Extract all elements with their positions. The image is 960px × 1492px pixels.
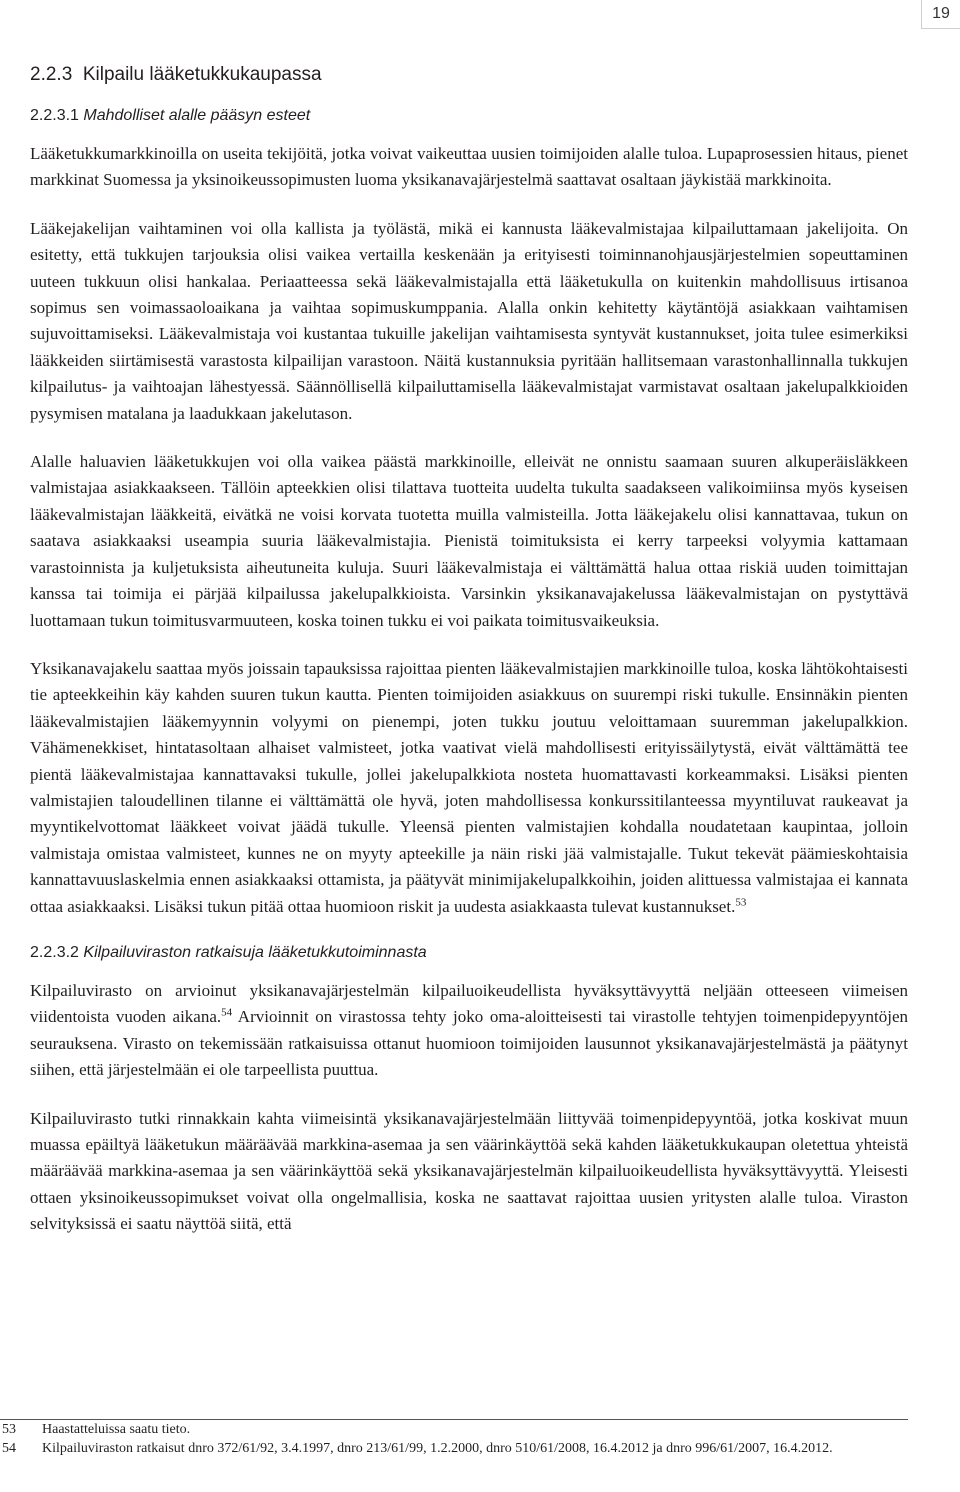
footnotes [0,1420,908,1458]
footnote [0,1439,908,1458]
paragraph [30,978,908,1084]
paragraph-text: Kilpailuvirasto on arvioinut yksikanavajärjestelmän kilpailuoikeudellista hyväksyttävyyttä neljään otteeseen viimeisen viidentoista vuoden aikana. [30,980,908,1027]
subsection-heading-1 [30,105,908,127]
footnote-text: Kilpailuviraston ratkaisut dnro 372/61/92, 3.4.1997, dnro 213/61/99, 1.2.2000, dnro 510/61/2008, 16.4.2012 ja dnro 996/61/2007, 16.4.2012. [42,1441,833,1456]
subsection-number: 2.2.3.1 [30,107,79,124]
page-content [30,62,908,1260]
subsection-title: Kilpailuviraston ratkaisuja lääketukkutoiminnasta [83,943,427,961]
section-number: 2.2.3 [30,64,73,85]
subsection-title: Mahdolliset alalle pääsyn esteet [83,107,311,124]
footnote-ref[interactable]: 53 [735,895,747,908]
footnote [0,1420,908,1439]
paragraph: Lääketukkumarkkinoilla on useita tekijöitä, jotka voivat vaikeuttaa uusien toimijoiden alalle tuloa. Lupaprosessien hitaus, pienet markkinat Suomessa ja yksinoikeussopimusten luoma yksikanavajärjestelmä saattavat osaltaan jäykistää markkinoita. [30,144,908,190]
paragraph [30,656,908,920]
section-heading [30,62,908,88]
footnote-ref[interactable]: 54 [221,1006,233,1019]
paragraph: Kilpailuvirasto tutki rinnakkain kahta viimeisintä yksikanavajärjestelmään liittyvää toimenpidepyyntöä, jotka koskivat muun muassa epäiltyä lääketukun määräävää markkina-asemaa ja sen väärinkäyttöä sekä kahden lääketukkukaupan oletettua yhteistä määräävää markkina-asemaa ja sen väärinkäyttöä sekä yksikanavajärjestelmän kilpailuoikeudellista hyväksyttävyyttä. Yleisesti ottaen yksinoikeussopimukset voivat olla ongelmallisia, koska ne saattavat rajoittaa uusien yritysten alalle tuloa. Viraston selvityksissä ei saatu näyttöä siitä, että [30,1108,908,1234]
section-title: Kilpailu lääketukkukaupassa [82,64,322,85]
paragraph-text: Arvioinnit on virastossa tehty joko oma-aloitteisesti tai virastolle tehtyjen toimenpidepyyntöjen seurauksena. Virasto on tekemissään ratkaisuissa ottanut huomioon toimijoiden lausunnot yksikanavajärjestelmästä ja päätynyt siihen, että järjestelmään ei ole tarpeellista puuttua. [30,1007,909,1080]
page-number: 19 [921,0,960,29]
paragraph-text: Yksikanavajakelu saattaa myös joissain tapauksissa rajoittaa pienten lääkevalmistajien markkinoille tuloa, koska lähtökohtaisesti tie apteekkeihin käy kahden suuren tukun kautta. Pienten toimijoiden asiakkuus on suurempi riski tukulle. Ensinnäkin pienten lääkevalmistajien lääkemyynnin volyymi on pienempi, joten tukku joutuu veloittamaan suuremman jakelupalkkion. Vähämenekkiset, hintatasoltaan alhaiset valmisteet, jotka vaativat vielä mahdollisesti erityissäilytystä, eivät välttämättä tee pientä lääkevalmistajaa kannattavaksi tukulle, jollei jakelupalkkiota nosteta huomattavasti korkeammaksi. Lisäksi pienten valmistajien taloudellinen tilanne ei välttämättä ole hyvä, joten mahdollisessa konkurssitilanteessa myyntiluvat raukeavat ja myyntikelvottomat lääkkeet voivat jäädä tukulle. Yleensä pienten valmistajien kohdalla noudatetaan kaupintaa, jolloin valmistaja omistaa valmisteet, kunnes ne on myyty apteekille ja näin riski jää valmistajalle. Tukut tekevät päämieskohtaisia kannattavuuslaskelmia ennen asiakkaaksi ottamista, ja päätyvät minimijakelupalkkoihin, joiden alittuessa valmistajaa ei kannata ottaa asiakkaaksi. Lisäksi tukun pitää ottaa huomioon riskit ja uudesta asiakkaasta tulevat kustannukset. [30,658,908,916]
footnote-number: 54 [2,1441,16,1456]
paragraph: Lääkejakelijan vaihtaminen voi olla kallista ja työlästä, mikä ei kannusta lääkevalmistajaa kilpailuttamaan jakelijoita. On esitetty, että tukkujen tarjouksia olisi vaikea vertailla keskenään ja erityisesti toiminnanohjausjärjestelmien sopeuttaminen uuteen tukkuun olisi hankalaa. Periaatteessa sekä lääkevalmistajalla että lääketukulla on kuitenkin mahdollisuus irtisanoa sopimus sen voimassaoloaikana ja vaihtaa sopimuskumppania. Alalla onkin kehitetty käytäntöjä asiakkaan vaihtamisen sujuvoittamiseksi. Lääkevalmistaja voi kustantaa tukuille jakelijan vaihtamisesta syntyvät kustannukset, joita tulee esimerkiksi lääkkeiden siirtämisestä varastosta kilpailijan varastoon. Näitä kustannuksia pyritään hallitsemaan varastonhallinnalla tukkujen kilpailutus- ja vaihtoajan lähestyessä. Säännöllisellä kilpailuttamisella lääkevalmistajat varmistavat osaltaan jakelupalkkioiden pysymisen matalana ja laadukkaan jakelutason. [30,218,908,423]
footnote-text: Haastatteluissa saatu tieto. [42,1422,191,1437]
paragraph: Alalle haluavien lääketukkujen voi olla vaikea päästä markkinoille, elleivät ne onnistu saamaan suuren alkuperäisläkkeen valmistajaa asiakkaakseen. Tällöin apteekkien olisi tilattava tuotteita uudelta tukulta saadakseen valikoimiinsa myös kyseisen lääkevalmistajan lääkkeitä, eivätkä ne voisi korvata tuotetta muilla valmisteilla. Jotta lääkejakelu olisi kannattavaa, tukun on saatava asiakkaaksi useampia suuria lääkevalmistajia. Pienistä toimituksista ei kerry tarpeeksi volyymia kattamaan varastoinnista ja kuljetuksista aiheutuneita kuluja. Suuri lääkevalmistaja ei välttämättä halua ottaa riskiä uuden toimittajan kanssa tai toimija ei pärjää kilpailussa jakelupalkkioista. Varsinkin yksikanavajakelussa lääkevalmistajan on pystyttävä luottamaan tukun toimitusvarmuuteen, koska toinen tukku ei voi paikata toimitusvaikeuksia. [30,452,908,630]
subsection-number: 2.2.3.2 [30,943,79,961]
subsection-heading-2 [30,942,908,964]
footnote-number: 53 [2,1422,16,1437]
